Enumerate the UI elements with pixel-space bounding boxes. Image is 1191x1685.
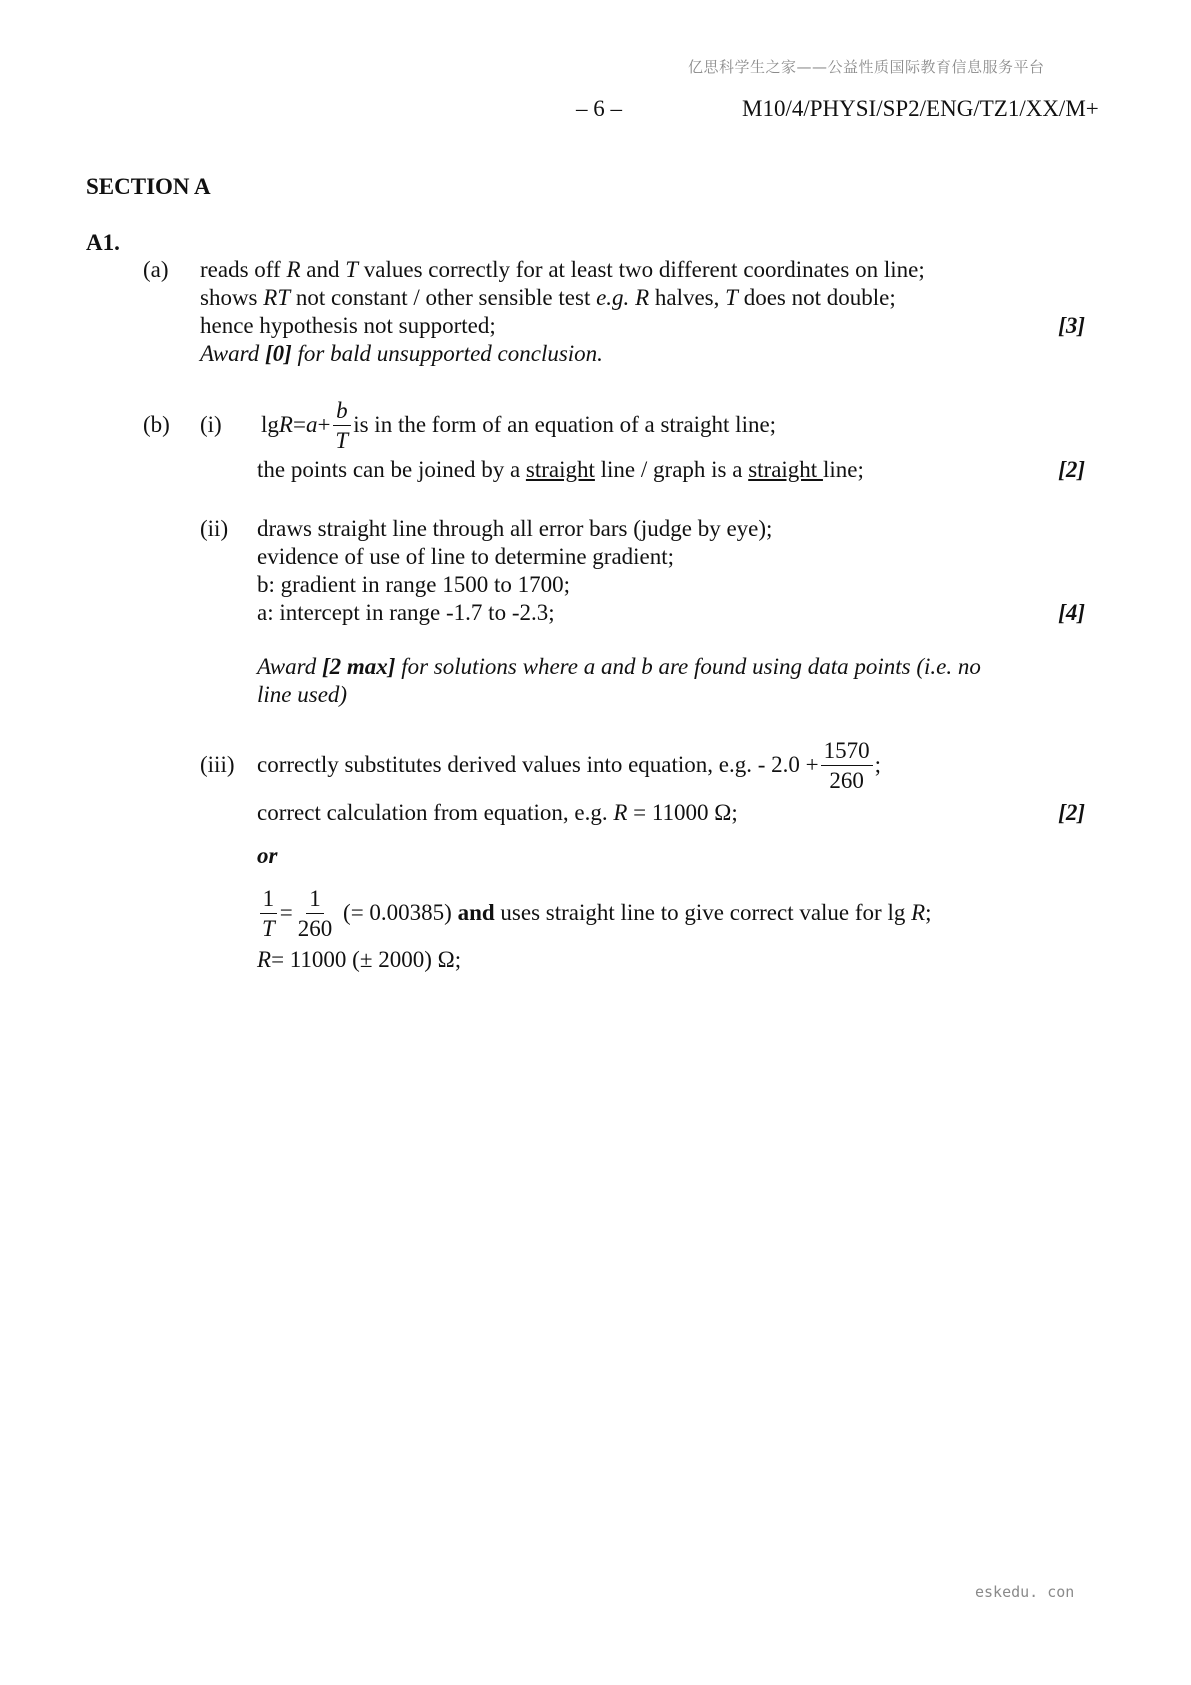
part-b-iii-label: (iii) — [200, 752, 235, 777]
fraction-1-over-260: $\frac{1}{260}$ — [297, 885, 333, 941]
fraction-1-over-t: $\frac{1}{T}$ — [259, 887, 278, 940]
page-number: – 6 – — [576, 96, 622, 121]
fraction-1570-over-260: $\frac{1570}{260}$ — [821, 739, 873, 792]
part-b-i-mark: [2] — [1058, 457, 1085, 482]
part-b-ii-line2: evidence of use of line to determine gradient; — [257, 544, 675, 569]
alternative-or: or — [257, 843, 278, 868]
part-b-ii-line3: b: gradient in range 1500 to 1700; — [257, 572, 570, 597]
part-b-iii-mark: [2] — [1058, 800, 1085, 825]
part-a-mark: [3] — [1058, 313, 1085, 338]
site-watermark: 亿思科学生之家——公益性质国际教育信息服务平台 — [688, 58, 1045, 76]
part-b-iii-alt-line1: $\frac{1}{T}$ = $\frac{1}{260}$ (= 0.00385) and uses straight line to give correct value for lg R ; — [257, 883, 932, 943]
part-b-ii-label: (ii) — [200, 516, 229, 541]
part-b-iii-line2: correct calculation from equation, e.g. R = 11000 Ω; — [257, 800, 738, 825]
part-a-line3: hence hypothesis not supported; — [200, 313, 496, 338]
part-a-line2: shows RT not constant / other sensible test e.g. R halves, T does not double; — [200, 285, 896, 310]
paper-code: M10/4/PHYSI/SP2/ENG/TZ1/XX/M+ — [742, 96, 1099, 121]
b-over-t-fraction: $\frac{b}{T}$ — [332, 399, 351, 452]
part-b-label: (b) — [143, 412, 170, 437]
part-b-ii-note: Award [2 max] for solutions where a and b are found using data points (i.e. no — [257, 654, 981, 679]
part-a-label: (a) — [143, 257, 169, 282]
section-title: SECTION A — [86, 174, 211, 199]
part-b-ii-line4: a: intercept in range -1.7 to -2.3; — [257, 600, 555, 625]
part-b-ii-note-line2: line used) — [257, 682, 348, 707]
part-a-line1: reads off R and T values correctly for at least two different coordinates on line; — [200, 257, 925, 282]
footer-site: eskedu. con — [975, 1583, 1075, 1601]
part-b-ii-mark: [4] — [1058, 600, 1085, 625]
part-b-i-label: (i) — [200, 412, 222, 437]
part-b-i-line1: lg R = a + $\frac{b}{T}$ is in the form of an equation of a straight line; — [261, 397, 777, 453]
part-b-ii-line1: draws straight line through all error bars (judge by eye); — [257, 516, 773, 541]
part-b-iii-alt-line2: R= 11000 (± 2000) Ω; — [257, 947, 462, 972]
part-b-iii-line1: correctly substitutes derived values into equation, e.g. - 2.0 + $\frac{1570}{260}$ ; — [257, 737, 882, 793]
part-a-note: Award [0] for bald unsupported conclusion. — [200, 341, 603, 366]
part-b-i-line2: the points can be joined by a straight line / graph is a straight line; — [257, 457, 864, 482]
question-number: A1. — [86, 230, 120, 255]
